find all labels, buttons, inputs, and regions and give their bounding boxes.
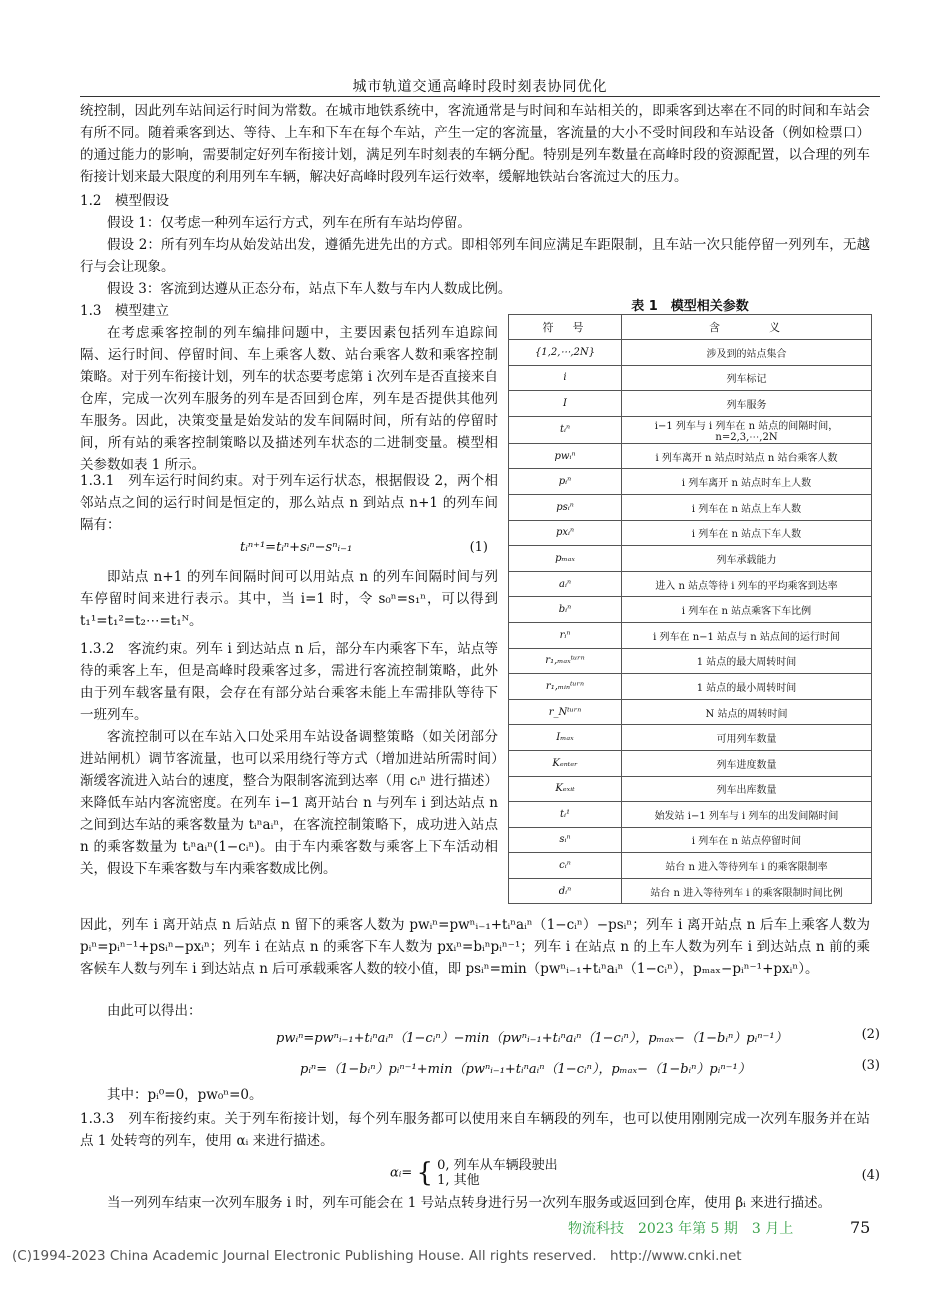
table-symbol-cell: psᵢⁿ — [509, 494, 622, 520]
table-symbol-cell: aᵢⁿ — [509, 571, 622, 597]
table-symbol-cell: r₁,ₘₐₓᵗᵘʳⁿ — [509, 648, 622, 674]
journal-page — [12, 0, 880, 1290]
table-symbol-cell: tᵢ¹ — [509, 802, 622, 828]
table-row — [509, 469, 872, 495]
table-meaning-cell: 始发站 i−1 列车与 i 列车的出发间隔时间 — [622, 802, 872, 828]
equation-2: pwᵢⁿ=pwⁿᵢ₋₁+tᵢⁿaᵢⁿ（1−cᵢⁿ）−min（pwⁿᵢ₋₁+tᵢⁿaᵢⁿ（1−cᵢⁿ），pₘₐₓ−（1−bᵢⁿ）pᵢⁿ⁻¹） — [276, 1031, 788, 1046]
section-1-3-heading: 1.3 模型建立 — [80, 303, 169, 319]
table-header-symbol: 符 号 — [509, 315, 622, 340]
section-1-3-3-paragraph: 1.3.3 列车衔接约束。关于列车衔接计划，每个列车服务都可以使用来自车辆段的列车，也可以使用刚刚完成一次列车服务并在站点 1 处转弯的列车，使用 αᵢ 来进行描述。 — [80, 1111, 870, 1149]
table-symbol-cell: pᵢⁿ — [509, 469, 622, 495]
table-row — [509, 827, 872, 853]
table-row — [509, 365, 872, 391]
equation-1-explanation: 即站点 n+1 的列车间隔时间可以用站点 n 的列车间隔时间与列车停留时间来进行表示。其中，当 i=1 时，令 s₀ⁿ=s₁ⁿ，可以得到 t₁¹=t₁²=t₂⋯=t₁ᴺ。 — [80, 569, 498, 629]
section-1-3-1-paragraph: 1.3.1 列车运行时间约束。对于列车运行状态，根据假设 2，两个相邻站点之间的运行时间是恒定的，那么站点 n 到站点 n+1 的列车间隔有： — [80, 473, 498, 533]
table-row — [509, 750, 872, 776]
table-meaning-cell: 站台 n 进入等待列车 i 的乘客限制时间比例 — [622, 878, 872, 904]
table-row — [509, 391, 872, 417]
table-1-title: 表 1 模型相关参数 — [631, 299, 749, 314]
section-1-3-2-paragraph: 1.3.2 客流约束。列车 i 到达站点 n 后，部分车内乘客下车，站点等待的乘客上车，但是高峰时段乘客过多，需进行客流控制策略，此外由于列车载客量有限，会存在有部分站台乘客未能上车需排队等待下一班列车。 — [80, 641, 498, 723]
assumption-3: 假设 3：客流到达遵从正态分布，站点下车人数与车内人数成比例。 — [107, 281, 512, 297]
table-symbol-cell: Kₑₓᵢₜ — [509, 776, 622, 802]
passenger-count-paragraph: 因此，列车 i 离开站点 n 后站点 n 留下的乘客人数为 pwᵢⁿ=pwⁿᵢ₋₁+tᵢⁿaᵢⁿ（1−cᵢⁿ）−psᵢⁿ；列车 i 离开站点 n 后车上乘客人数为 pᵢⁿ=pᵢⁿ⁻¹+psᵢⁿ−pxᵢⁿ；列车 i 在站点 n 的乘客下车人数为 pxᵢⁿ=bᵢⁿpᵢⁿ⁻¹；列车 i 在站点 n 的上车人数为列车 i 到达站点 n 前的乘客候车人数与列车 i 到达站点 n 后可承载乘客人数的较小值，即 psᵢⁿ=min（pwⁿᵢ₋₁+tᵢⁿaᵢⁿ（1−cᵢⁿ），pₘₐₓ−pᵢⁿ⁻¹+pxᵢⁿ）。 — [80, 917, 870, 977]
equation-4-case-1: 0, 列车从车辆段驶出 — [437, 1158, 558, 1173]
table-row — [509, 520, 872, 546]
table-row — [509, 648, 872, 674]
table-meaning-cell: 站台 n 进入等待列车 i 的乘客限制率 — [622, 853, 872, 879]
table-meaning-cell: i 列车在 n 站点乘客下车比例 — [622, 597, 872, 623]
table-meaning-cell: i 列车离开 n 站点时站点 n 站台乘客人数 — [622, 443, 872, 469]
table-row — [509, 674, 872, 700]
equation-4-number: (4) — [861, 1168, 880, 1183]
equation-4-lhs: αᵢ= — [390, 1165, 413, 1181]
table-symbol-cell: cᵢⁿ — [509, 853, 622, 879]
table-symbol-cell: pwᵢⁿ — [509, 443, 622, 469]
table-row — [509, 443, 872, 469]
running-header: 城市轨道交通高峰时段时刻表协同优化 — [352, 79, 608, 95]
table-symbol-cell: Iₘₐₓ — [509, 725, 622, 751]
boundary-conditions: 其中：pᵢ⁰=0，pw₀ⁿ=0。 — [107, 1087, 263, 1103]
table-meaning-cell: 列车服务 — [622, 391, 872, 417]
header-rule — [80, 96, 880, 97]
table-meaning-cell: 1 站点的最小周转时间 — [622, 674, 872, 700]
table-meaning-cell: 1 站点的最大周转时间 — [622, 648, 872, 674]
table-meaning-cell: i−1 列车与 i 列车在 n 站点的间隔时间，n=2,3,⋯,2N — [622, 416, 872, 443]
equation-3: pᵢⁿ=（1−bᵢⁿ）pᵢⁿ⁻¹+min（pwⁿᵢ₋₁+tᵢⁿaᵢⁿ（1−cᵢⁿ），pₘₐₓ−（1−bᵢⁿ）pᵢⁿ⁻¹） — [300, 1062, 751, 1077]
table-meaning-cell: 进入 n 站点等待 i 列车的平均乘客到达率 — [622, 571, 872, 597]
table-symbol-cell: i — [509, 365, 622, 391]
table-header-meaning: 含 义 — [622, 315, 872, 340]
table-symbol-cell: tᵢⁿ — [509, 416, 622, 443]
model-intro-paragraph: 在考虑乘客控制的列车编排问题中，主要因素包括列车追踪间隔、运行时间、停留时间、车上乘客人数、站台乘客人数和乘客控制策略。对于列车衔接计划，列车的状态要考虑第 i 次列车是否直接来自仓库，完成一次列车服务的列车是否回到仓库，列车是否提供其他列车服务。因此，决策变量是始发站的发车间隔时间，所有站的停留时间，所有站的乘客控制策略以及描述列车状态的二进制变量。模型相关参数如表 1 所示。 — [80, 325, 498, 473]
copyright-line: (C)1994-2023 China Academic Journal Electronic Publishing House. All rights reserved. http://www.cnki.net — [12, 1248, 742, 1264]
table-row — [509, 699, 872, 725]
table-meaning-cell: 列车出库数量 — [622, 776, 872, 802]
table-row — [509, 878, 872, 904]
assumption-1: 假设 1：仅考虑一种列车运行方式，列车在所有车站均停留。 — [107, 215, 471, 231]
equation-1: tᵢⁿ⁺¹=tᵢⁿ+sᵢⁿ−sⁿᵢ₋₁ — [240, 540, 353, 555]
table-symbol-cell: dᵢⁿ — [509, 878, 622, 904]
table-meaning-cell: 列车标记 — [622, 365, 872, 391]
equation-4 — [390, 1158, 558, 1188]
table-row — [509, 571, 872, 597]
equation-3-number: (3) — [861, 1058, 880, 1073]
page-number: 75 — [850, 1218, 871, 1237]
table-symbol-cell: r_Nᵗᵘʳⁿ — [509, 699, 622, 725]
journal-footer: 物流科技 2023 年第 5 期 3 月上 — [568, 1221, 794, 1237]
flow-control-paragraph: 客流控制可以在车站入口处采用车站设备调整策略（如关闭部分进站闸机）调节客流量，也可以采用绕行等方式（增加进站所需时间）渐缓客流进入站台的速度，整合为限制客流到达率（用 cᵢⁿ 进行描述）来降低车站内客流密度。在列车 i−1 离开站台 n 与列车 i 到达站点 n 之间到达车站的乘客数量为 tᵢⁿaᵢⁿ，在客流控制策略下，成功进入站点 n 的乘客数量为 tᵢⁿaᵢⁿ(1−cᵢⁿ)。由于车内乘客数与乘客上下车活动相关，假设下车乘客数与车内乘客数成比例。 — [80, 729, 498, 877]
table-meaning-cell: 可用列车数量 — [622, 725, 872, 751]
table-symbol-cell: sᵢⁿ — [509, 827, 622, 853]
table-row — [509, 546, 872, 572]
table-meaning-cell: i 列车在 n 站点停留时间 — [622, 827, 872, 853]
table-symbol-cell: {1,2,⋯,2N} — [509, 340, 622, 366]
table-row — [509, 853, 872, 879]
equation-4-brace: { — [416, 1158, 433, 1188]
parameter-table — [508, 314, 872, 904]
derive-line: 由此可以得出： — [107, 1003, 202, 1019]
table-meaning-cell: 涉及到的站点集合 — [622, 340, 872, 366]
table-row — [509, 802, 872, 828]
table-row — [509, 416, 872, 443]
intro-paragraph: 统控制，因此列车站间运行时间为常数。在城市地铁系统中，客流通常是与时间和车站相关的，即乘客到达率在不同的时间和车站会有所不同。随着乘客到达、等待、上车和下车在每个车站，产生一定的客流量，客流量的大小不受时间段和车站设备（例如检票口）的通过能力的影响，需要制定好列车衔接计划，满足列车时刻表的车辆分配。特别是列车数量在高峰时段的资源配置，以合理的列车衔接计划来最大限度的利用列车车辆，解决好高峰时段列车运行效率，缓解地铁站台客流过大的压力。 — [80, 103, 870, 185]
table-symbol-cell: bᵢⁿ — [509, 597, 622, 623]
table-meaning-cell: 列车进度数量 — [622, 750, 872, 776]
table-meaning-cell: 列车承载能力 — [622, 546, 872, 572]
table-row — [509, 725, 872, 751]
last-paragraph: 当一列列车结束一次列车服务 i 时，列车可能会在 1 号站点转身进行另一次列车服务或返回到仓库，使用 βᵢ 来进行描述。 — [107, 1195, 832, 1211]
table-meaning-cell: N 站点的周转时间 — [622, 699, 872, 725]
section-1-2-heading: 1.2 模型假设 — [80, 193, 169, 209]
table-row — [509, 597, 872, 623]
table-symbol-cell: pₘₐₓ — [509, 546, 622, 572]
equation-4-case-2: 1, 其他 — [437, 1173, 480, 1188]
table-meaning-cell: i 列车在 n−1 站点与 n 站点间的运行时间 — [622, 622, 872, 648]
table-symbol-cell: rᵢⁿ — [509, 622, 622, 648]
table-meaning-cell: i 列车离开 n 站点时车上人数 — [622, 469, 872, 495]
table-symbol-cell: I — [509, 391, 622, 417]
table-row — [509, 622, 872, 648]
table-row — [509, 494, 872, 520]
equation-2-number: (2) — [861, 1027, 880, 1042]
equation-1-number: (1) — [469, 540, 488, 555]
table-row — [509, 340, 872, 366]
table-header-row — [509, 315, 872, 340]
table-symbol-cell: Kₑₙₜₑᵣ — [509, 750, 622, 776]
table-symbol-cell: pxᵢⁿ — [509, 520, 622, 546]
assumption-2: 假设 2：所有列车均从始发站出发，遵循先进先出的方式。即相邻列车间应满足车距限制，且车站一次只能停留一列列车，无越行与会让现象。 — [80, 237, 870, 275]
table-symbol-cell: r₁,ₘᵢₙᵗᵘʳⁿ — [509, 674, 622, 700]
table-meaning-cell: i 列车在 n 站点下车人数 — [622, 520, 872, 546]
table-row — [509, 776, 872, 802]
table-meaning-cell: i 列车在 n 站点上车人数 — [622, 494, 872, 520]
